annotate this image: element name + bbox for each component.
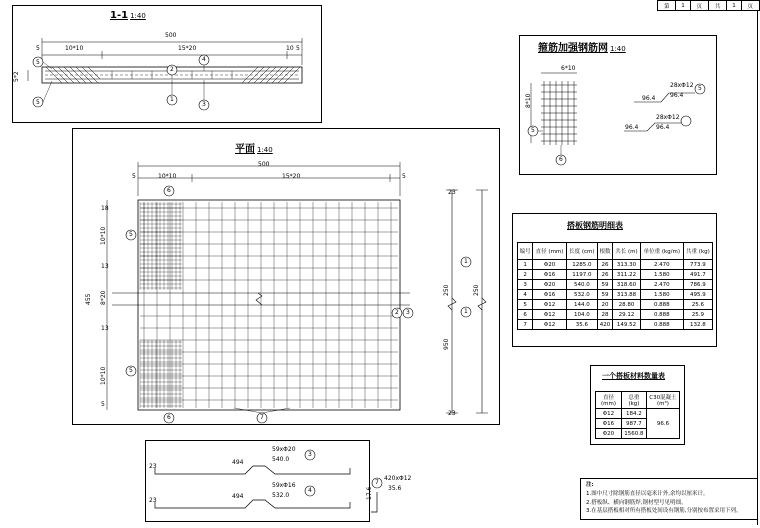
table-cell: 311.22	[613, 270, 641, 280]
title-cell: 第	[658, 1, 676, 11]
table-cell: 3	[518, 280, 533, 290]
section-dim-total: 500	[165, 32, 177, 39]
bar7-side: 17.6	[366, 486, 373, 500]
plan-left-dim: 18	[101, 205, 109, 212]
section-side-dim: 5*2	[13, 71, 20, 82]
plan-marker: 1	[464, 258, 468, 265]
detail-label-a: 96.4	[642, 95, 656, 102]
table-cell: 540.0	[566, 280, 597, 290]
table-cell: Φ16	[533, 290, 567, 300]
plan-marker: 5	[129, 231, 133, 238]
note-item: 2.搭板纵、横向钢筋焊,钢材型号见明细。	[586, 499, 687, 506]
plan-marker: 1	[464, 308, 468, 315]
detail-call5-len: 96.4	[670, 92, 684, 99]
table-cell: 5	[518, 300, 533, 310]
table-cell: 2.470	[640, 260, 683, 270]
section-title: 1-1 1:40	[110, 10, 146, 21]
table-header-cell: 直径 (mm)	[533, 243, 567, 260]
table-cell: 59	[597, 280, 612, 290]
plan-scale: 1:40	[257, 146, 273, 154]
table-header-cell: 共重 (kg)	[683, 243, 712, 260]
detail-call6-count: 28xΦ12	[656, 114, 680, 121]
table-cell: 987.7	[621, 419, 646, 429]
section-dim-right: 15*20	[178, 45, 197, 52]
detail-marker: 5	[698, 85, 702, 92]
table-cell: Φ12	[596, 409, 622, 419]
section-marker: 1	[170, 96, 174, 103]
table-cell: 1.580	[640, 290, 683, 300]
section-marker: 2	[170, 66, 174, 73]
plan-right-dim: 250	[473, 284, 480, 296]
table-header-cell: 直径 (mm)	[596, 392, 622, 409]
table-row	[596, 409, 680, 419]
section-marker: 4	[202, 56, 206, 63]
plan-left-total: 455	[85, 293, 92, 305]
detail-scale: 1:40	[610, 45, 626, 53]
bar4-len: 532.0	[272, 492, 290, 499]
concrete-cell: 96.6	[646, 409, 679, 439]
bar7-tag: 7	[375, 479, 379, 486]
bar4-count: 59xΦ16	[272, 482, 296, 489]
bar-shapes-drawing	[145, 440, 385, 522]
table-header-cell: C30混凝土 (m³)	[646, 392, 679, 409]
section-marker: 5	[36, 99, 40, 106]
table-cell: 2.470	[640, 280, 683, 290]
table-cell: 1197.0	[566, 270, 597, 280]
table-cell: 0.888	[640, 310, 683, 320]
table-cell: 132.8	[683, 320, 712, 330]
plan-dim-end-a: 5	[132, 173, 136, 180]
table-cell: 7	[518, 320, 533, 330]
section-dim-end-b: 5	[296, 45, 300, 52]
table-cell: 1285.0	[566, 260, 597, 270]
table-cell: 491.7	[683, 270, 712, 280]
table-cell: 2	[518, 270, 533, 280]
table-cell: 20	[597, 300, 612, 310]
table-cell: 318.60	[613, 280, 641, 290]
section-dim-left: 10*10	[65, 45, 84, 52]
title-cell: 共	[708, 1, 726, 11]
note-item: 1.图中尺寸除钢筋直径以毫米计外,余均以厘米计。	[586, 490, 709, 497]
bar4-tag: 4	[308, 487, 312, 494]
table-cell: 0.888	[640, 320, 683, 330]
table-cell: 786.9	[683, 280, 712, 290]
section-dim-end-c: 10	[286, 45, 294, 52]
plan-dim-right: 15*20	[282, 173, 301, 180]
table-cell: 1560.8	[621, 429, 646, 439]
bar3-tag: 3	[308, 451, 312, 458]
detail-marker: 5	[531, 127, 535, 134]
detail-dim-side: 8*10	[525, 93, 532, 108]
title-cell: 1	[676, 1, 690, 11]
table-header-row	[518, 243, 713, 260]
plan-left-dim: 13	[101, 263, 109, 270]
table-cell: Φ20	[596, 429, 622, 439]
table-cell: 26	[597, 270, 612, 280]
section-drawing	[12, 5, 322, 123]
bar3-count: 59xΦ20	[272, 446, 296, 453]
table-cell: 28.80	[613, 300, 641, 310]
detail-marker: 6	[559, 156, 563, 163]
table-cell: 4	[518, 290, 533, 300]
frame-right-edge	[757, 10, 758, 525]
section-scale: 1:40	[130, 12, 146, 20]
table-cell: Φ20	[533, 280, 567, 290]
table-cell: 313.88	[613, 290, 641, 300]
table-cell: Φ12	[533, 300, 567, 310]
bar4-side: 23	[149, 497, 157, 504]
section-marker: 3	[202, 101, 206, 108]
table-cell: 495.9	[683, 290, 712, 300]
plan-dim-total: 500	[258, 161, 270, 168]
bar3-len: 540.0	[272, 456, 290, 463]
table-cell: 25.9	[683, 310, 712, 320]
plan-left-dim: 8*20	[100, 290, 107, 305]
plan-right-dim: 23	[448, 189, 456, 196]
table-cell: 104.0	[566, 310, 597, 320]
bar3-side: 23	[149, 463, 157, 470]
detail-dim-top: 6*10	[561, 65, 576, 72]
plan-right-dim: 250	[443, 284, 450, 296]
table-cell: Φ16	[596, 419, 622, 429]
plan-marker: 3	[406, 309, 410, 316]
detail-label-b: 96.4	[625, 124, 639, 131]
table-header-cell: 长度 (cm)	[566, 243, 597, 260]
section-marker: 5	[36, 59, 40, 66]
detail-drawing	[519, 35, 717, 175]
table-header-row	[596, 392, 680, 409]
table-cell: Φ16	[533, 270, 567, 280]
section-dim-end-a: 5	[36, 45, 40, 52]
detail-call5-count: 28xΦ12	[670, 82, 694, 89]
table-header-cell: 根数	[597, 243, 612, 260]
notes	[586, 481, 742, 516]
table-cell: Φ12	[533, 310, 567, 320]
plan-right-dim: 23	[448, 410, 456, 417]
title-cell: 页	[741, 1, 759, 11]
table-cell: 532.0	[566, 290, 597, 300]
table-header-cell: 总重 (kg)	[621, 392, 646, 409]
plan-left-dim: 13	[101, 325, 109, 332]
rebar-table-title: 搭板钢筋明细表	[567, 221, 623, 230]
plan-marker: 7	[260, 414, 264, 421]
bar7-len: 35.6	[388, 485, 402, 492]
plan-marker: 5	[129, 367, 133, 374]
plan-dim-end-b: 5	[402, 173, 406, 180]
table-row	[518, 260, 713, 270]
bar3-mid: 494	[232, 459, 244, 466]
title-cell: 页	[690, 1, 708, 11]
title-block	[657, 0, 760, 10]
plan-left-dim: 10*10	[100, 366, 107, 385]
table-row	[518, 270, 713, 280]
table-cell: 313.30	[613, 260, 641, 270]
plan-right-dim: 950	[443, 338, 450, 350]
table-row	[518, 280, 713, 290]
qty-table-title: 一个搭板材料数量表	[602, 372, 665, 380]
bar4-mid: 494	[232, 493, 244, 500]
notes-title: 注:	[586, 482, 594, 488]
table-cell: Φ12	[533, 320, 567, 330]
table-cell: 184.2	[621, 409, 646, 419]
table-cell: 773.9	[683, 260, 712, 270]
table-cell: Φ20	[533, 260, 567, 270]
plan-left-dim: 5	[101, 401, 105, 408]
table-row	[518, 300, 713, 310]
table-cell: 1	[518, 260, 533, 270]
plan-title: 平面 1:40	[235, 144, 273, 155]
rebar-table	[517, 242, 713, 330]
table-header-cell: 共长 (m)	[613, 243, 641, 260]
title-cell: 1	[727, 1, 741, 11]
table-cell: 1.580	[640, 270, 683, 280]
qty-table	[595, 391, 680, 439]
detail-title: 箍筋加强钢筋网 1:40	[538, 43, 626, 54]
bar7-count: 420xΦ12	[384, 475, 412, 482]
table-cell: 26	[597, 260, 612, 270]
note-item: 3.在基层搭板相对所有搭板处间设有钢筋,分别按布置采用下列。	[586, 508, 742, 515]
table-header-cell: 单位重 (kg/m)	[640, 243, 683, 260]
table-row	[518, 320, 713, 330]
table-row	[518, 310, 713, 320]
table-cell: 29.12	[613, 310, 641, 320]
table-cell: 25.6	[683, 300, 712, 310]
table-cell: 59	[597, 290, 612, 300]
table-cell: 420	[597, 320, 612, 330]
table-header-cell: 编号	[518, 243, 533, 260]
table-cell: 144.0	[566, 300, 597, 310]
plan-marker: 2	[395, 309, 399, 316]
table-cell: 6	[518, 310, 533, 320]
table-cell: 35.6	[566, 320, 597, 330]
plan-left-dim: 10*10	[100, 226, 107, 245]
plan-marker: 6	[167, 414, 171, 421]
plan-dim-left: 10*10	[158, 173, 177, 180]
plan-marker: 6	[167, 187, 171, 194]
table-cell: 149.52	[613, 320, 641, 330]
table-cell: 0.888	[640, 300, 683, 310]
table-row	[518, 290, 713, 300]
detail-call6-len: 96.4	[656, 124, 670, 131]
table-cell: 28	[597, 310, 612, 320]
